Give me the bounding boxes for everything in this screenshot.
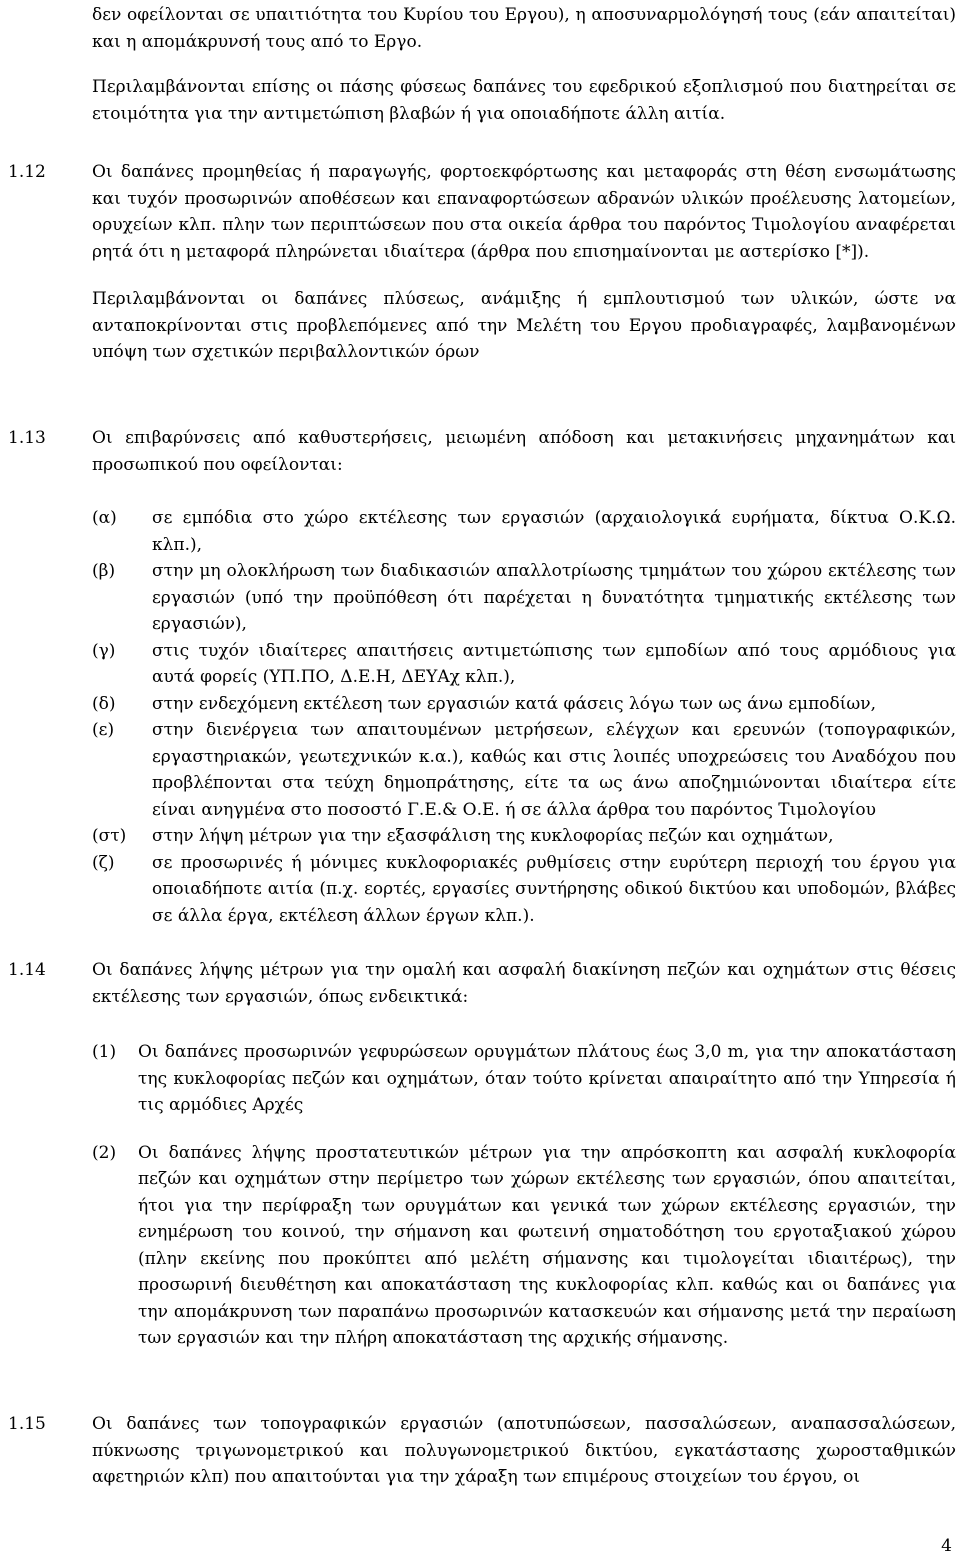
paragraph: Οι δαπάνες των τοπογραφικών εργασιών (αποτυπώσεων, πασσαλώσεων, αναπασσαλώσεων, πύκνωσης τριγωνομετρικού και πολυγωνομετρικού δικτύου, εγκατάστασης χωροσταθμικών αφετηριών κλπ) που απαιτούνται για την χάραξη των επιμέρους στοιχείων του έργου, οι — [92, 1414, 956, 1487]
section-number: 1.13 — [8, 428, 46, 448]
item-text: στην διενέργεια των απαιτουμένων μετρήσεων, ελέγχων και ερευνών (τοπογραφικών, εργαστηριακών, γεωτεχνικών κ.α.), καθώς και στις λοιπές υποχρεώσεις του Αναδόχου που προβλέπονται στα τεύχη δημοπράτησης, είτε τα ως άνω αποζημιώνονται ιδιαίτερα είτε είναι ανηγμένα στο ποσοστό Γ.Ε.& Ο.Ε. ή σε άλλα άρθρα του παρόντος Τιμολογίου — [152, 720, 956, 820]
section-number: 1.15 — [8, 1414, 46, 1434]
section-number: 1.12 — [8, 162, 46, 182]
paragraph: Περιλαμβάνονται οι δαπάνες πλύσεως, ανάμιξης ή εμπλουτισμού των υλικών, ώστε να ανταποκρίνονται στις προβλεπόμενες από την Μελέτη του Εργου προδιαγραφές, λαμβανομένων υπόψη των σχετικών περιβαλλοντικών όρων — [92, 289, 956, 362]
list-item — [92, 691, 956, 718]
paragraph: Περιλαμβάνονται επίσης οι πάσης φύσεως δαπάνες του εφεδρικού εξοπλισμού που διατηρείται σε ετοιμότητα για την αντιμετώπιση βλαβών ή για οποιαδήποτε άλλη αιτία. — [92, 77, 956, 124]
item-text: στις τυχόν ιδιαίτερες απαιτήσεις αντιμετώπισης των εμποδίων από τους αρμόδιους για αυτά φορείς (ΥΠ.ΠΟ, Δ.Ε.Η, ΔΕΥΑχ κλπ.), — [152, 640, 956, 687]
section-1-12 — [0, 159, 956, 366]
section-1-15 — [0, 1411, 956, 1491]
list-item — [92, 823, 956, 850]
list-item — [92, 1039, 956, 1119]
page-number: 4 — [941, 1536, 952, 1556]
list-item — [92, 717, 956, 823]
item-label: (α) — [92, 508, 117, 528]
item-label: (δ) — [92, 693, 116, 714]
section-1-14 — [0, 957, 956, 1010]
section-number: 1.14 — [8, 960, 46, 980]
item-label: (2) — [92, 1142, 117, 1163]
paragraph: Οι δαπάνες προμηθείας ή παραγωγής, φορτοεκφόρτωσης και μεταφοράς στη θέση ενσωμάτωσης και τυχόν προσωρινών αποθέσεων και επαναφορτώσεων αδρανών υλικών προέλευσης λατομείων, ορυχείων κλπ. πλην των περιπτώσεων που στα οικεία άρθρα του παρόντος Τιμολογίου αναφέρεται ρητά ότι η μεταφορά πληρώνεται ιδιαίτερα (άρθρα που επισημαίνονται με αστερίσκο [*]). — [92, 162, 956, 262]
item-text: Οι δαπάνες λήψης προστατευτικών μέτρων για την απρόσκοπτη και ασφαλή κυκλοφορία πεζών και οχημάτων στην περίμετρο των χώρων εκτέλεσης των εργασιών, όπου απαιτείται, ήτοι για την περίφραξη των ορυγμάτων και γενικά των χώρων εκτέλεσης εργασιών, την ενημέρωση του κοινού, την σήμανση και φωτεινή σηματοδότηση του εργοταξιακού χώρου (πλην εκείνης που προκύπτει από μελέτη σήμανσης και τιμολογείται ιδιαιτέρως), την προσωρινή διευθέτηση και αποκατάσταση της κυκλοφορίας κλπ. καθώς και οι δαπάνες για την απομάκρυνση των παραπάνω προσωρινών κατασκευών και σήμανσης μετά την περαίωση των εργασιών και την πλήρη αποκατάσταση της αρχικής σήμανσης. — [138, 1142, 956, 1348]
item-label: (ζ) — [92, 852, 115, 873]
list-item — [92, 1140, 956, 1352]
paragraph: Οι δαπάνες λήψης μέτρων για την ομαλή και ασφαλή διακίνηση πεζών και οχημάτων στις θέσεις εκτέλεσης των εργασιών, όπως ενδεικτικά: — [92, 960, 956, 1007]
item-label: (στ) — [92, 826, 127, 846]
item-text: στην ενδεχόμενη εκτέλεση των εργασιών κατά φάσεις λόγω των ως άνω εμποδίων, — [152, 693, 877, 714]
item-text: σε προσωρινές ή μόνιμες κυκλοφοριακές ρυθμίσεις στην ευρύτερη περιοχή του έργου για οποιαδήποτε αιτία (π.χ. εορτές, εργασίες συντήρησης οδικού δικτύου και υποδομών, βλάβες σε άλλα έργα, εκτέλεση άλλων έργων κλπ.). — [152, 852, 956, 926]
item-label: (ε) — [92, 720, 115, 740]
item-label: (γ) — [92, 640, 116, 661]
paragraph: δεν οφείλονται σε υπαιτιότητα του Κυρίου του Εργου), η αποσυναρμολόγησή τους (εάν απαιτείται) και η απομάκρυνσή τους από το Εργο. — [92, 5, 956, 52]
item-label: (β) — [92, 561, 116, 581]
item-label: (1) — [92, 1042, 117, 1062]
continued-text — [92, 2, 956, 127]
section-1-13 — [0, 425, 956, 478]
list-item — [92, 558, 956, 638]
list-item — [92, 850, 956, 930]
paragraph: Οι επιβαρύνσεις από καθυστερήσεις, μειωμένη απόδοση και μετακινήσεις μηχανημάτων και προσωπικού που οφείλονται: — [92, 428, 956, 475]
list-item — [92, 505, 956, 558]
list-item — [92, 638, 956, 691]
item-text: Οι δαπάνες προσωρινών γεφυρώσεων ορυγμάτων πλάτους έως 3,0 m, για την αποκατάσταση της κυκλοφορίας πεζών και οχημάτων, όταν τούτο κρίνεται απαιραίτητο από την Υπηρεσία ή τις αρμόδιες Αρχές — [138, 1042, 956, 1115]
list-1-13 — [92, 505, 956, 929]
item-text: στην μη ολοκλήρωση των διαδικασιών απαλλοτρίωσης τμημάτων του χώρου εκτέλεσης των εργασιών (υπό την προϋπόθεση ότι παρέχεται η δυνατότητα τμηματικής εκτέλεσης των εργασιών), — [152, 561, 956, 634]
item-text: σε εμπόδια στο χώρο εκτέλεσης των εργασιών (αρχαιολογικά ευρήματα, δίκτυα Ο.Κ.Ω. κλπ.), — [152, 508, 956, 555]
list-1-14 — [92, 1039, 956, 1352]
item-text: στην λήψη μέτρων για την εξασφάλιση της κυκλοφορίας πεζών και οχημάτων, — [152, 826, 834, 846]
